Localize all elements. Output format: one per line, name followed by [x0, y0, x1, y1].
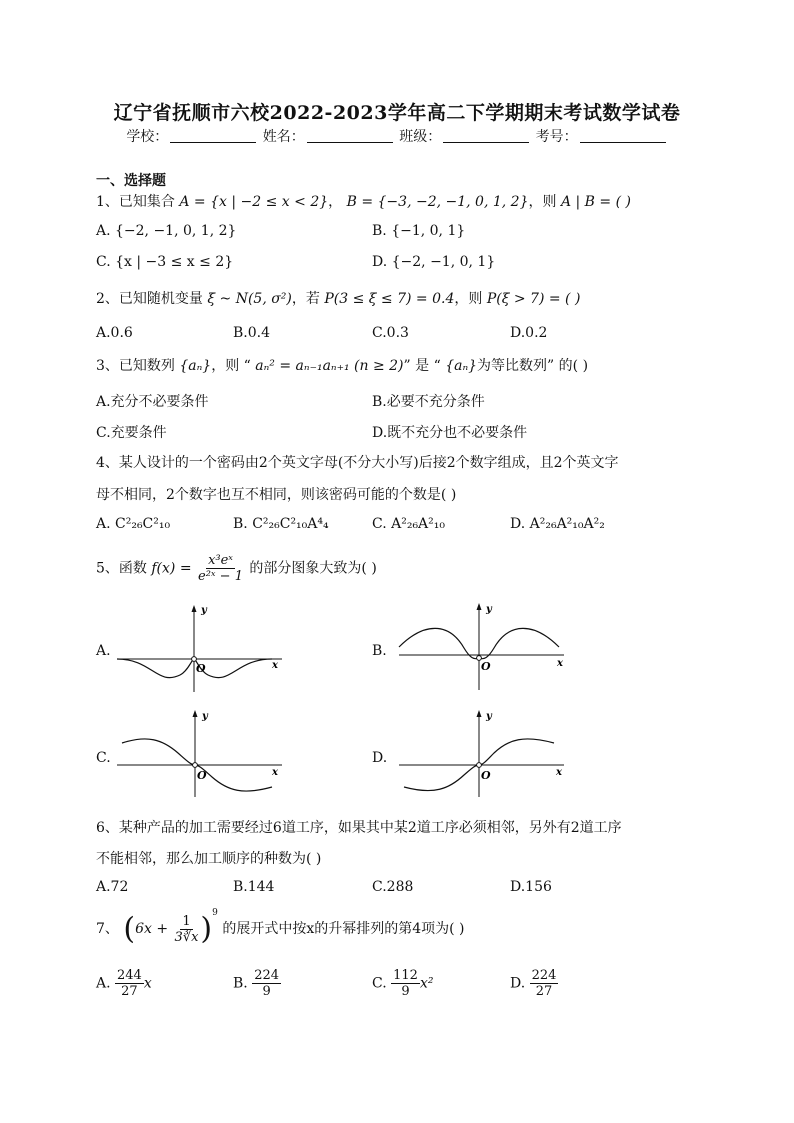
q6-option-b[interactable]: B.144: [233, 879, 275, 895]
q3-option-a[interactable]: A.充分不必要条件: [96, 394, 209, 410]
q7-option-a[interactable]: A. $\frac{244}{27}$ x: [96, 968, 152, 999]
graph-d-x-axis-label: x: [556, 767, 562, 778]
binomial-fraction: $\frac{1}{3∛x}$: [174, 913, 199, 945]
graph-c-origin-label: O: [197, 769, 207, 782]
set-a: A = {x | −2 ≤ x < 2}: [179, 194, 329, 210]
graph-a-origin-label: O: [196, 662, 206, 675]
question-3-stem: 3、已知数列 {aₙ}，则 “ aₙ² = aₙ₋₁aₙ₊₁ (n ≥ 2)” 是 “ {aₙ}为等比数列” 的( ): [96, 358, 589, 374]
probability-question: P(ξ > 7) = ( ): [486, 291, 581, 307]
graph-c-x-axis-label: x: [272, 767, 278, 778]
function-fraction: $\frac{\text{x³eˣ}}{\text{e²ˣ − 1}}$: [198, 553, 243, 584]
graph-b-label[interactable]: B.: [372, 643, 387, 659]
probability-condition: P(3 ≤ ξ ≤ 7) = 0.4: [324, 291, 455, 307]
binomial-power: 9: [212, 908, 218, 918]
exam-title: 辽宁省抚顺市六校2022-2023学年高二下学期期末考试数学试卷: [113, 102, 681, 124]
question-4-line-1: 4、某人设计的一个密码由2个英文字母(不分大小写)后接2个数字组成，且2个英文字: [96, 455, 619, 471]
exam-number-label: 考号：: [535, 129, 578, 145]
name-blank[interactable]: [307, 141, 393, 143]
q7-option-c[interactable]: C. $\frac{112}{9}$ x²: [372, 968, 434, 999]
question-4-line-2: 母不相同，2个数字也互不相同，则该密码可能的个数是( ): [96, 487, 457, 503]
graph-d-y-axis-label: y: [486, 711, 492, 722]
question-6-line-2: 不能相邻，那么加工顺序的种数为( ): [96, 851, 322, 867]
graph-c: [112, 707, 287, 799]
distribution: ξ ~ N(5, σ²): [207, 291, 292, 307]
q1-option-a[interactable]: A. {−2, −1, 0, 1, 2}: [96, 223, 237, 239]
q2-option-b[interactable]: B.0.4: [233, 325, 271, 341]
graph-d-label[interactable]: D.: [372, 750, 388, 766]
graph-d: [394, 707, 569, 799]
q6-option-d[interactable]: D.156: [510, 879, 552, 895]
exam-number-blank[interactable]: [580, 141, 666, 143]
graph-a: [112, 602, 287, 694]
question-7-stem: 7、 (6x + $\frac{1}{3∛x}$ )$^9$ 的展开式中按x的升幂排列的第4项为( ): [96, 908, 465, 947]
q4-option-a[interactable]: A. C²₂₆C²₁₀: [96, 516, 171, 532]
section-heading: 一、选择题: [96, 173, 166, 189]
q3-option-b[interactable]: B.必要不充分条件: [372, 394, 485, 410]
graph-b: [394, 600, 569, 692]
q1-option-d[interactable]: D. {−2, −1, 0, 1}: [372, 254, 496, 270]
question-1-stem: 1、已知集合 A = {x | −2 ≤ x < 2}， B = {−3, −2, −1, 0, 1, 2}，则 A | B = ( ): [96, 194, 631, 210]
q2-option-c[interactable]: C.0.3: [372, 325, 409, 341]
q2-option-a[interactable]: A.0.6: [96, 325, 133, 341]
q6-option-a[interactable]: A.72: [96, 879, 129, 895]
student-info-row: [0, 126, 794, 146]
q4-option-b[interactable]: B. C²₂₆C²₁₀A⁴₄: [233, 516, 329, 532]
school-blank[interactable]: [170, 141, 256, 143]
question-2-stem: 2、已知随机变量 ξ ~ N(5, σ²)，若 P(3 ≤ ξ ≤ 7) = 0.4，则 P(ξ > 7) = ( ): [96, 291, 581, 307]
q1-option-c[interactable]: C. {x | −3 ≤ x ≤ 2}: [96, 254, 234, 270]
q7-option-d[interactable]: D. $\frac{224}{27}$: [510, 968, 557, 999]
graph-b-origin-label: O: [481, 660, 491, 673]
graph-a-x-axis-label: x: [272, 660, 278, 671]
name-label: 姓名：: [262, 129, 305, 145]
graph-c-y-axis-label: y: [202, 711, 208, 722]
q1-option-b[interactable]: B. {−1, 0, 1}: [372, 223, 466, 239]
question-5-stem: 5、函数 f(x) = $\frac{\text{x³eˣ}}{\text{e²ˣ − 1}}$ 的部分图象大致为( ): [96, 553, 377, 584]
q3-option-c[interactable]: C.充要条件: [96, 425, 167, 441]
q4-option-d[interactable]: D. A²₂₆A²₁₀A²₂: [510, 516, 605, 532]
graph-c-label[interactable]: C.: [96, 750, 111, 766]
school-label: 学校：: [126, 129, 169, 145]
question-6-line-1: 6、某种产品的加工需要经过6道工序，如果其中某2道工序必须相邻，另外有2道工序: [96, 820, 622, 836]
q3-option-d[interactable]: D.既不充分也不必要条件: [372, 425, 528, 441]
set-b: B = {−3, −2, −1, 0, 1, 2}: [346, 194, 529, 210]
q6-option-c[interactable]: C.288: [372, 879, 414, 895]
graph-a-y-axis-label: y: [201, 605, 207, 616]
function-name: f(x) =: [151, 560, 192, 577]
set-expression: A | B = ( ): [560, 194, 631, 210]
sequence-condition: aₙ² = aₙ₋₁aₙ₊₁ (n ≥ 2): [255, 358, 404, 374]
graph-d-origin-label: O: [481, 769, 491, 782]
binomial-term: 6x +: [135, 921, 169, 937]
graph-b-x-axis-label: x: [557, 658, 563, 669]
class-blank[interactable]: [443, 141, 529, 143]
class-label: 班级：: [399, 129, 442, 145]
graph-b-y-axis-label: y: [486, 604, 492, 615]
sequence: {aₙ}: [179, 358, 212, 374]
q7-option-b[interactable]: B. $\frac{224}{9}$: [233, 968, 280, 999]
q2-option-d[interactable]: D.0.2: [510, 325, 548, 341]
q4-option-c[interactable]: C. A²₂₆A²₁₀: [372, 516, 446, 532]
graph-a-label[interactable]: A.: [96, 643, 111, 659]
